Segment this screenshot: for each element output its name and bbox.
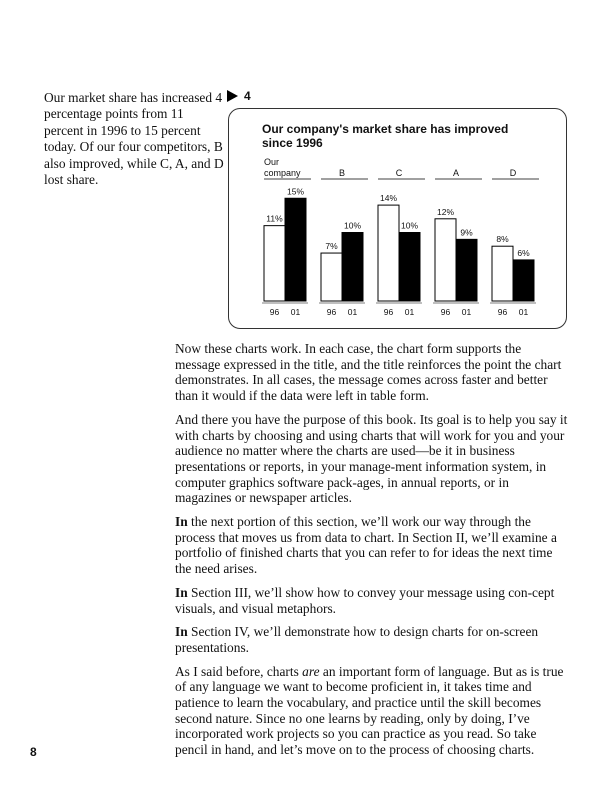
paragraph-5-lead: In	[175, 624, 188, 640]
figure-reference	[227, 89, 251, 103]
bar-01-2	[399, 233, 420, 302]
bar-96-0	[264, 226, 285, 301]
paragraph-4-lead: In	[175, 584, 188, 600]
paragraph-6-text-b: an important form of language. But as is true of any language we want to become proficient in, it takes time and patience to learn the vocabulary, and practice until the skill becomes second nature. Since no one learns by reading, only by doing, I’ve incorporated work projects so you can practice as you read. So take pencil in hand, and let’s move on to the process of choosing charts.	[175, 663, 564, 758]
data-label: 10%	[400, 220, 419, 231]
paragraph-4-text: Section III, we’ll show how to convey your message using con-cept visuals, and visual metaphors.	[175, 584, 555, 616]
bar-chart	[229, 109, 568, 330]
category-label: company	[264, 168, 301, 178]
paragraph-6-text-a: As I said before, charts	[175, 663, 303, 679]
paragraph-6	[175, 664, 568, 758]
category-label: C	[395, 168, 403, 178]
year-label: 96	[326, 307, 337, 317]
paragraph-5-text: Section IV, we’ll demonstrate how to design charts for on-screen presentations.	[175, 624, 539, 655]
data-label: 8%	[496, 234, 509, 245]
year-label: 96	[383, 307, 394, 317]
triangle-arrow-icon	[227, 90, 238, 102]
year-label: 01	[518, 307, 529, 317]
paragraph-1: Now these charts work. In each case, the chart form supports the message expressed in the title, and the title reinforces the point the chart demonstrates. In all cases, the message comes across faster and better than it would if the data were left in table form.	[175, 341, 562, 404]
year-label: 01	[404, 307, 415, 317]
paragraph-5	[175, 624, 568, 655]
margin-note: Our market share has increased 4 percentage points from 11 percent in 1996 to 15 percent today. Of our four competitors, B also improved, while C, A, and D lost share.	[44, 90, 224, 188]
paragraph-3	[175, 514, 568, 577]
data-label: 10%	[343, 220, 362, 231]
paragraph-4	[175, 585, 568, 616]
year-label: 96	[440, 307, 451, 317]
bar-96-1	[321, 253, 342, 301]
data-label: 14%	[379, 193, 398, 204]
category-label: B	[338, 168, 346, 178]
data-label: 9%	[460, 227, 473, 238]
body-text	[175, 341, 568, 766]
category-label: D	[509, 168, 517, 178]
paragraph-3-lead: In	[175, 514, 188, 530]
category-label: Our	[264, 157, 280, 167]
page-number: 8	[30, 745, 37, 759]
category-label: A	[452, 168, 460, 178]
chart-panel	[228, 108, 567, 329]
data-label: 15%	[286, 186, 305, 197]
chart-title: Our company's market share has improved since 1996	[262, 122, 509, 150]
bar-96-2	[378, 205, 399, 301]
data-label: 12%	[436, 206, 455, 217]
year-label: 01	[347, 307, 358, 317]
year-label: 96	[269, 307, 280, 317]
data-label: 11%	[266, 213, 283, 224]
bar-96-3	[435, 219, 456, 301]
bar-01-0	[285, 198, 306, 301]
bar-01-3	[456, 239, 477, 301]
data-label: 6%	[517, 247, 530, 258]
figure-number: 4	[244, 89, 251, 103]
paragraph-2: And there you have the purpose of this book. Its goal is to help you say it with charts by choosing and using charts that will work for you and your audience no matter where the charts are used—be it in business presentations or reports, in your manage-ment information system, in computer graphics software pack-ages, in annual reports, or in magazines or newspaper articles.	[175, 411, 568, 506]
year-label: 01	[461, 307, 472, 317]
bar-01-1	[342, 233, 363, 302]
year-label: 96	[497, 307, 508, 317]
bar-01-4	[513, 260, 534, 301]
data-label: 7%	[325, 241, 338, 252]
paragraph-3-text: the next portion of this section, we’ll work our way through the process that moves us from data to chart. In Section II, we’ll examine a portfolio of finished charts that you can refer to for ideas the next time the need arises.	[175, 514, 557, 577]
bar-96-4	[492, 246, 513, 301]
year-label: 01	[290, 307, 301, 317]
paragraph-6-emphasis: are	[302, 663, 320, 679]
